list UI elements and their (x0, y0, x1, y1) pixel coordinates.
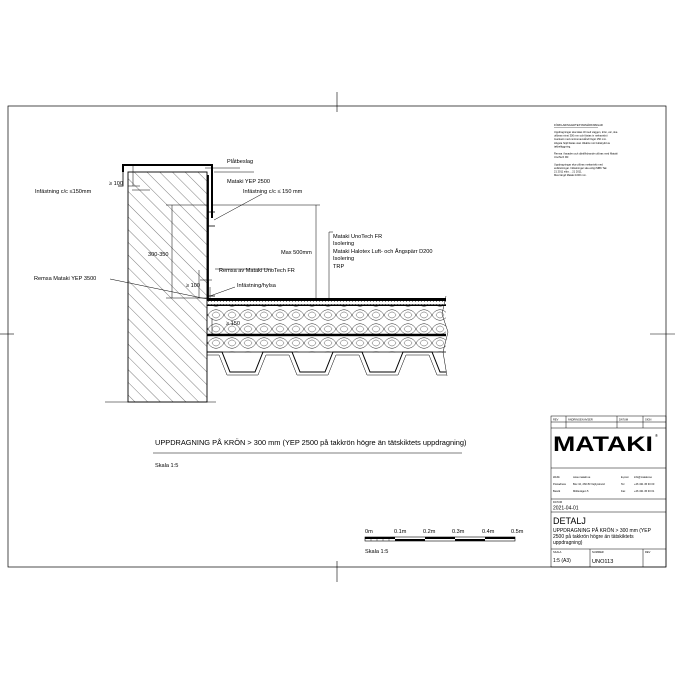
notes-line: takbeläggning. (554, 145, 571, 149)
notes-line: överkant med centrumavstånd högst 150 mm. (554, 138, 607, 142)
contact-cell: Besök (553, 490, 561, 493)
datum-label: DATUM (553, 501, 563, 504)
label-max500: Max 500mm (281, 250, 312, 256)
notes-line: avfärstningar. Infästningar ska enligt MBK Tak (554, 167, 607, 170)
rev-header-rev: REV (553, 418, 559, 422)
contact-cell: Möllevägen 5 (573, 490, 589, 493)
label-layer-trp: TRP (333, 264, 345, 270)
notes-line: 21 2011 sida ... 21 2011. (554, 170, 583, 174)
datum-value: 2021-04-01 (553, 505, 579, 512)
contact-cell: www.mataki.se (573, 476, 591, 479)
rev-header-change: ÄNDRINGEN AVSER (568, 418, 593, 422)
skala-label: SKALA (553, 551, 562, 554)
scale-tick-2: 0.2m (423, 529, 436, 535)
caption-scale: Skala 1:5 (155, 463, 179, 469)
scale-tick-1: 0.1m (394, 529, 407, 535)
contact-cell: +46 431 45 30 01 (634, 490, 655, 493)
label-min100-mid: ≥ 100 (186, 283, 200, 289)
roof-buildup (207, 296, 448, 376)
nummer-value: UNO113 (592, 559, 614, 565)
label-infastning-hylsa: Infästning/hylsa (237, 283, 276, 289)
label-height-range: 300-350 (148, 252, 169, 258)
scale-tick-5: 0.5m (511, 529, 524, 535)
mataki-logo-mark: ® (655, 433, 658, 438)
mataki-logo: MATAKI (553, 433, 653, 456)
label-min150: ≥ 150 (226, 321, 240, 327)
notes-line: Remsa i fasaden och därtillhörande utföras med Mataki (554, 152, 618, 156)
contact-cell: E-post (621, 476, 629, 479)
notes-block (554, 123, 618, 177)
nummer-label: NUMMER (592, 551, 604, 554)
label-min100-top: ≥ 100 (109, 181, 123, 187)
detalj-desc-1: UPPDRAGNING PÅ KRÖN > 300 mm (YEP (553, 528, 651, 534)
contact-cell: +46 431 45 30 00 (634, 483, 655, 486)
scale-tick-4: 0.4m (482, 529, 495, 535)
detalj-heading: DETALJ (553, 516, 586, 526)
notes-lines (554, 130, 618, 177)
label-infastning-150mm: Infästning c/c ≤150mm (35, 189, 92, 195)
label-layer-isolering-1: Isolering (333, 241, 355, 247)
contact-rows (553, 475, 655, 493)
notes-line: Högsta höjd fästas utan tillsätts mot fuktskydd av (554, 141, 611, 145)
label-remsa-yep3500: Remsa Mataki YEP 3500 (34, 276, 97, 282)
notes-line: Max längd Mataki 1000 mm. (554, 174, 587, 178)
contact-cell: info@mataki.se (634, 476, 652, 479)
scale-tick-0: 0m (365, 529, 373, 535)
contact-cell: Box 10, 260 83 Vejbystrand (573, 483, 605, 486)
notes-heading: FÖRKLARINGAR/TEXTANMÄRKNINGAR (554, 124, 603, 127)
label-platbeslag: Plåtbeslag (227, 159, 254, 165)
detalj-desc-3: uppdragning) (553, 540, 583, 546)
contact-cell: Tel (621, 483, 625, 486)
label-layer-halotex: Mataki Halotex Luft- och Ångspärr D200 (333, 249, 433, 255)
caption-title: UPPDRAGNING PÅ KRÖN > 300 mm (YEP 2500 på takkrön högre än tätskiktets uppdragning) (155, 438, 467, 447)
scale-label: Skala 1:5 (365, 549, 389, 555)
title-block-text (553, 418, 658, 566)
contact-cell: Postadress (553, 483, 566, 486)
label-infastning-cc150: Infästning c/c ≤ 150 mm (243, 189, 303, 195)
rev-header-date: DATUM (619, 418, 629, 422)
contact-cell: Webb (553, 476, 560, 479)
rev-label: REV (645, 551, 651, 554)
label-layer-isolering-2: Isolering (333, 256, 355, 262)
label-remsa-unotech: Remsa av Mataki UnoTech FR (219, 268, 295, 274)
notes-line: Uppdragningar ska tätas till med väggen, krön, etc, ska (554, 131, 618, 134)
rev-header-sign: SIGN (645, 418, 652, 422)
label-mataki-yep2500: Mataki YEP 2500 (227, 179, 271, 185)
detail-caption (153, 438, 466, 469)
detalj-desc-2: 2500 på takkrön högre än tätskiktets (553, 534, 634, 540)
notes-line: Uppdragningar ska utföras mekaniskt med (554, 163, 603, 167)
scale-tick-3: 0.3m (452, 529, 465, 535)
notes-line: UnoTech FR. (554, 156, 570, 160)
scale-bar (365, 529, 524, 555)
contact-cell: Fax (621, 490, 626, 493)
skala-value: 1:5 (A3) (553, 558, 571, 564)
notes-line: utföras minst 300 mm och fästas in mekaniskt i (554, 134, 608, 138)
label-layer-unotech: Mataki UnoTech FR (333, 234, 383, 240)
